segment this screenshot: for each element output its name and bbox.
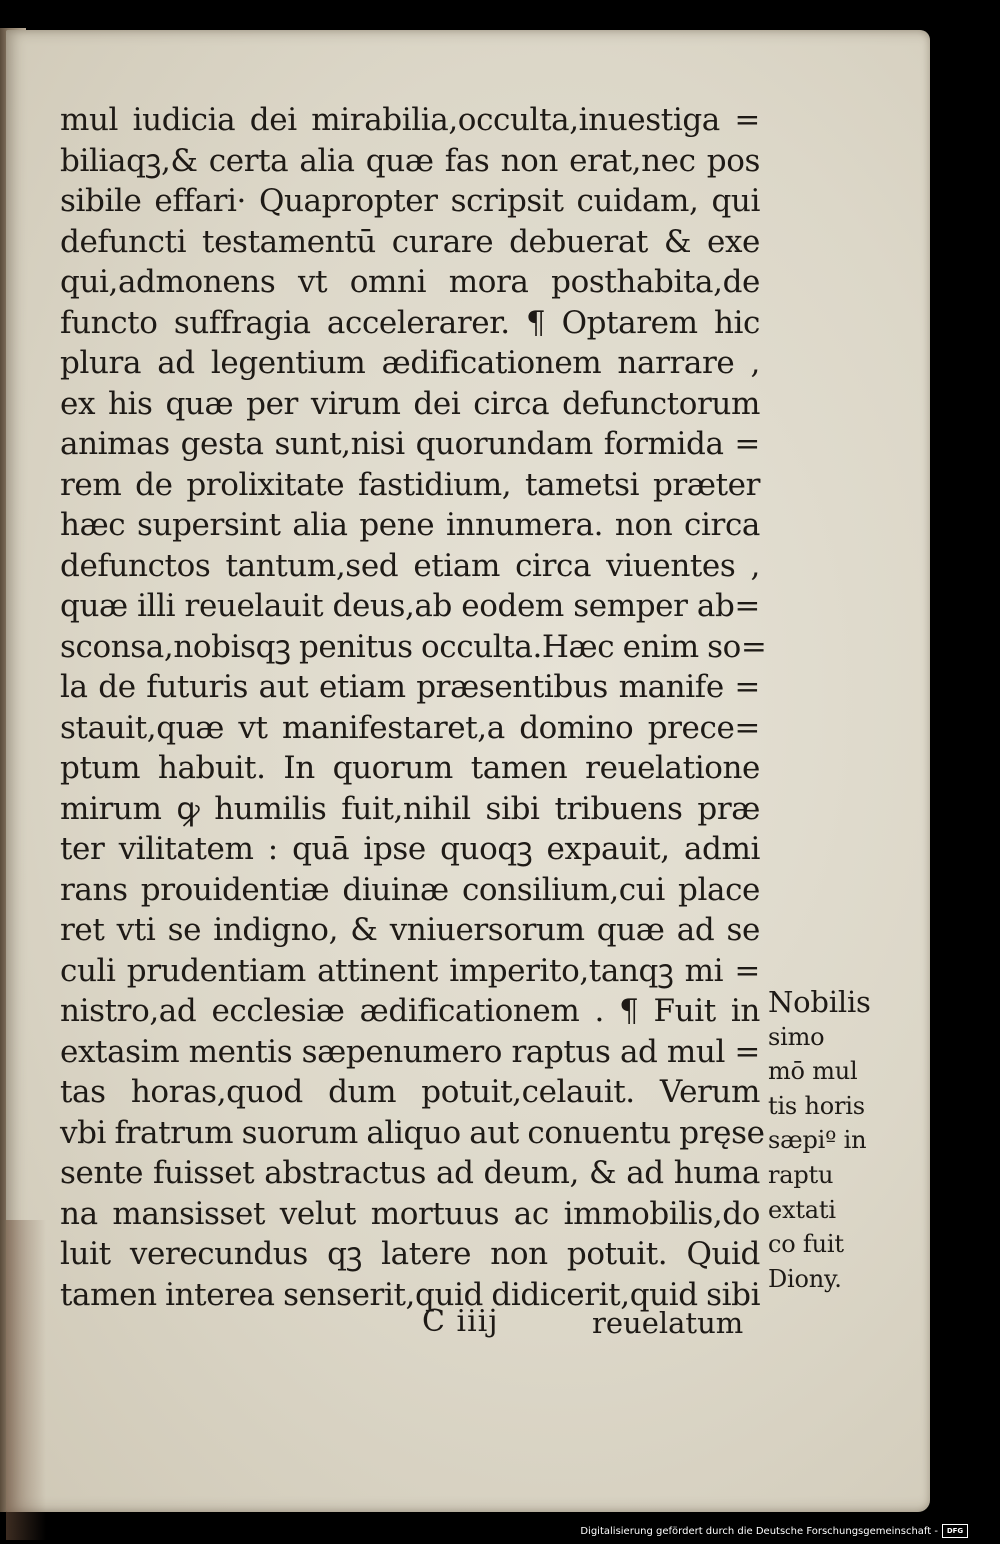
gathering-signature: C iiij	[422, 1304, 499, 1339]
gutter-stain	[6, 1220, 46, 1540]
text-line: rans prouidentiæ diuinæ consilium,cui place	[60, 871, 760, 908]
funding-credit: Digitalisierung gefördert durch die Deutsche Forschungsgemeinschaft -	[580, 1525, 938, 1537]
margin-note-line: co fuit	[768, 1230, 844, 1259]
text-line: ex his quæ per virum dei circa defunctorum	[60, 385, 760, 422]
margin-note-line: mō mul	[768, 1057, 858, 1086]
margin-note-line: sæpiº in	[768, 1126, 867, 1155]
text-line: defunctos tantum,sed etiam circa viuentes ,	[60, 547, 760, 584]
text-line: luit verecundus qꝫ latere non potuit. Quid	[60, 1236, 760, 1272]
catchword: reuelatum	[592, 1306, 744, 1340]
text-line: nistro,ad ecclesiæ ædificationem . ¶ Fuit in	[60, 993, 760, 1029]
text-line: vbi fratrum suorum aliquo aut conuentu pręse	[60, 1114, 765, 1151]
text-line: mirum ꝙ humilis fuit,nihil sibi tribuens præ	[60, 790, 760, 827]
text-line: culi prudentiam attinent imperito,tanqꝫ mi =	[60, 952, 760, 989]
text-line: na mansisset velut mortuus ac immobilis,do	[60, 1195, 760, 1232]
margin-note-line: Nobilis	[768, 985, 871, 1019]
margin-note-line: extati	[768, 1195, 836, 1224]
text-line: qui,admonens vt omni mora posthabita,de	[60, 264, 760, 300]
dfg-logo-icon: DFG	[942, 1524, 968, 1538]
text-line: ptum habuit. In quorum tamen reuelatione	[60, 750, 760, 786]
text-line: la de futuris aut etiam præsentibus manife =	[60, 669, 760, 705]
marginal-note	[768, 985, 900, 1296]
text-line: biliaqꝫ,& certa alia quæ fas non erat,nec pos	[60, 142, 760, 179]
text-line: defuncti testamentū curare debuerat & exe	[60, 223, 760, 260]
main-text-block	[60, 100, 767, 1315]
text-line: ter vilitatem : quā ipse quoqꝫ expauit, admi	[60, 831, 760, 867]
margin-note-line: simo	[768, 1022, 825, 1051]
text-line: plura ad legentium ædificationem narrare ,	[60, 345, 760, 381]
text-line: tas horas,quod dum potuit,celauit. Verum	[60, 1074, 760, 1110]
text-line: animas gesta sunt,nisi quorundam formida =	[60, 426, 760, 462]
text-line: stauit,quæ vt manifestaret,a domino prece=	[60, 709, 760, 746]
text-line: functo suffragia accelerarer. ¶ Optarem hic	[60, 304, 760, 341]
text-line: sibile effari· Quapropter scripsit cuidam, qui	[60, 183, 760, 219]
text-line: mul iudicia dei mirabilia,occulta,inuestiga =	[60, 102, 760, 138]
signature-line	[60, 1304, 760, 1348]
margin-note-line: tis horis	[768, 1091, 865, 1120]
text-line: hæc supersint alia pene innumera. non circa	[60, 507, 760, 543]
digitization-footer	[580, 1524, 968, 1538]
text-line: ret vti se indigno, & vniuersorum quæ ad se	[60, 912, 760, 948]
text-line: quæ illi reuelauit deus,ab eodem semper ab=	[60, 588, 760, 624]
text-line: rem de prolixitate fastidium, tametsi præter	[60, 466, 760, 503]
text-line: tamen interea senserit,quid didicerit,quid sibi	[60, 1276, 761, 1313]
text-line: sconsa,nobisqꝫ penitus occulta.Hæc enim so=	[60, 628, 767, 665]
margin-note-line: Diony.	[768, 1264, 842, 1293]
margin-note-line: raptu	[768, 1160, 834, 1189]
text-line: extasim mentis sæpenumero raptus ad mul =	[60, 1033, 760, 1070]
text-line: sente fuisset abstractus ad deum, & ad huma	[60, 1155, 760, 1191]
